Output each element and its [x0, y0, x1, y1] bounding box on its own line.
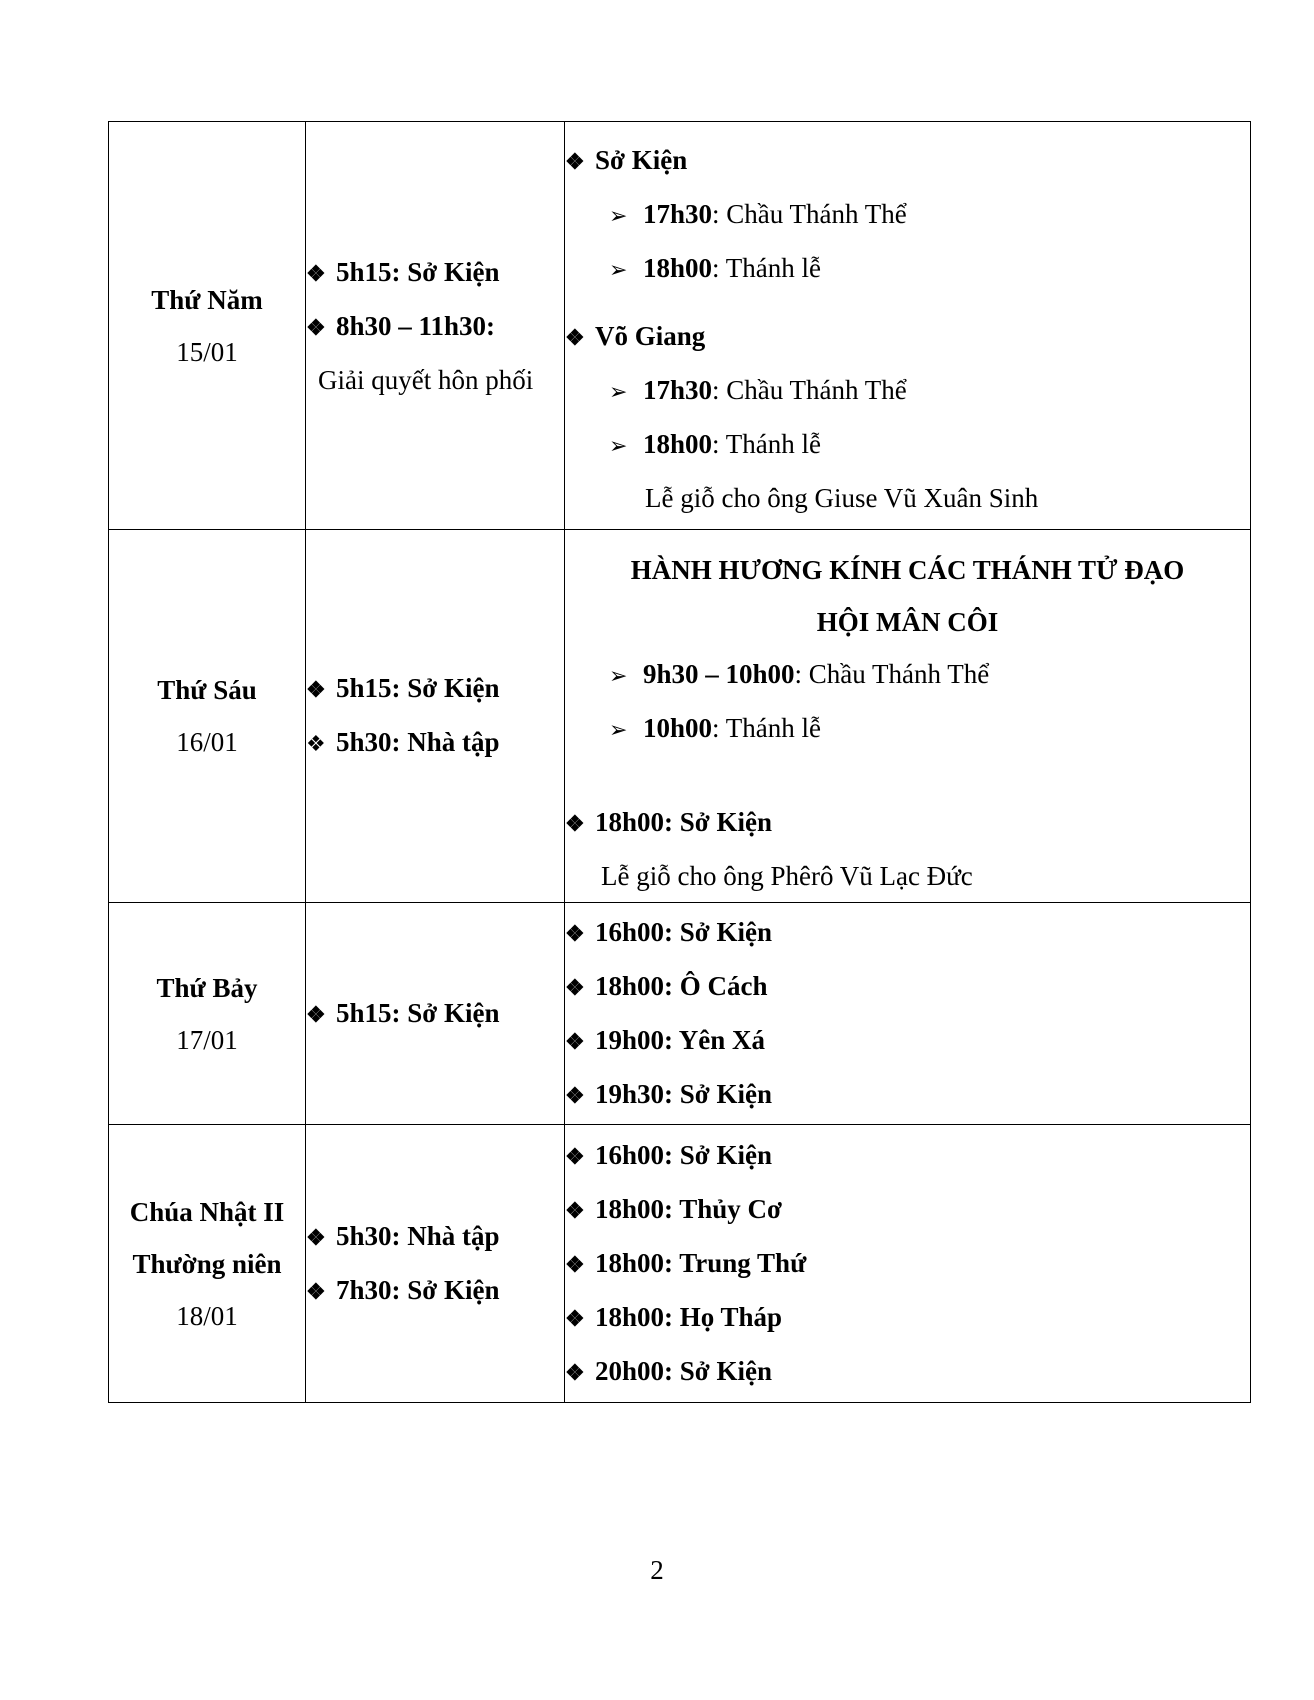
- list-item: ❖ 19h30: Sở Kiện: [565, 1068, 1250, 1122]
- list-item: ➢ 18h00: Thánh lễ: [565, 418, 1250, 472]
- list-item: ➢ 18h00: Thánh lễ: [565, 242, 1250, 296]
- table-row: [109, 122, 1251, 530]
- list-item: ❖ Sở Kiện: [565, 134, 1250, 188]
- evening-cell: [565, 903, 1251, 1125]
- evening-cell: [565, 530, 1251, 903]
- list-item: ❖ 18h00: Ô Cách: [565, 960, 1250, 1014]
- diamond-bullet-icon: ❖: [306, 677, 326, 702]
- day-date: 18/01: [176, 1300, 238, 1331]
- diamond-bullet-icon: ❖: [306, 1278, 326, 1304]
- diamond-bullet-icon: ❖: [565, 1143, 585, 1169]
- day-name: Thường niên: [132, 1248, 282, 1279]
- list-item: ➢ 9h30 – 10h00: Chầu Thánh Thể: [565, 648, 1250, 702]
- event-heading: HÀNH HƯƠNG KÍNH CÁC THÁNH TỬ ĐẠO: [630, 555, 1185, 585]
- diamond-bullet-icon: ❖: [565, 149, 585, 174]
- day-name: Chúa Nhật II: [129, 1196, 285, 1227]
- day-name: Thứ Bảy: [156, 972, 258, 1003]
- day-cell: [109, 122, 306, 530]
- diamond-bullet-icon: ❖: [306, 314, 326, 340]
- day-cell: [109, 903, 306, 1125]
- diamond-bullet-icon: ❖: [565, 811, 585, 836]
- diamond-bullet-icon: ❖: [565, 974, 585, 1000]
- list-item: ❖ 18h00: Trung Thứ: [565, 1237, 1250, 1291]
- list-note: Lễ giỗ cho ông Phêrô Vũ Lạc Đức: [601, 861, 973, 891]
- day-date: 16/01: [176, 727, 238, 757]
- arrow-bullet-icon: ➢: [609, 717, 628, 742]
- list-item: ❖ 20h00: Sở Kiện: [565, 1345, 1250, 1399]
- morning-cell: [306, 122, 565, 530]
- schedule-table: [108, 121, 1251, 1403]
- diamond-bullet-icon: ❖: [306, 731, 326, 756]
- day-cell: [109, 530, 306, 903]
- arrow-bullet-icon: ➢: [609, 379, 628, 404]
- day-date: 17/01: [176, 1024, 238, 1055]
- day-name: Thứ Năm: [151, 284, 263, 315]
- list-item: ❖ 8h30 – 11h30:: [306, 300, 564, 354]
- list-item: ❖ 19h00: Yên Xá: [565, 1014, 1250, 1068]
- diamond-bullet-icon: ❖: [306, 1224, 326, 1250]
- list-item: ❖ 5h15: Sở Kiện: [306, 987, 564, 1041]
- morning-cell: [306, 530, 565, 903]
- diamond-bullet-icon: ❖: [565, 1359, 585, 1385]
- morning-cell: [306, 1125, 565, 1403]
- diamond-bullet-icon: ❖: [565, 920, 585, 946]
- list-item: ➢ 17h30: Chầu Thánh Thể: [565, 364, 1250, 418]
- list-item: ➢ 10h00: Thánh lễ: [565, 702, 1250, 756]
- arrow-bullet-icon: ➢: [609, 663, 628, 688]
- evening-cell: [565, 122, 1251, 530]
- diamond-bullet-icon: ❖: [565, 325, 585, 350]
- list-item: ❖ 16h00: Sở Kiện: [565, 1129, 1250, 1183]
- list-item: ❖ 7h30: Sở Kiện: [306, 1264, 564, 1318]
- list-item: ❖ 16h00: Sở Kiện: [565, 906, 1250, 960]
- arrow-bullet-icon: ➢: [609, 257, 628, 282]
- table-row: [109, 1125, 1251, 1403]
- day-date: 15/01: [176, 336, 238, 367]
- list-item: ❖ 18h00: Họ Tháp: [565, 1291, 1250, 1345]
- diamond-bullet-icon: ❖: [565, 1028, 585, 1054]
- diamond-bullet-icon: ❖: [306, 260, 326, 286]
- table-row: [109, 903, 1251, 1125]
- day-name: Thứ Sáu: [157, 675, 257, 705]
- diamond-bullet-icon: ❖: [565, 1305, 585, 1331]
- list-item: ➢ 17h30: Chầu Thánh Thể: [565, 188, 1250, 242]
- morning-cell: [306, 903, 565, 1125]
- diamond-bullet-icon: ❖: [565, 1197, 585, 1223]
- list-note: Lễ giỗ cho ông Giuse Vũ Xuân Sinh: [645, 483, 1039, 513]
- list-item: ❖ 5h30: Nhà tập: [306, 716, 564, 770]
- list-item: ❖ 18h00: Thủy Cơ: [565, 1183, 1250, 1237]
- list-note: Giải quyết hôn phối: [318, 364, 534, 395]
- diamond-bullet-icon: ❖: [565, 1251, 585, 1277]
- day-cell: [109, 1125, 306, 1403]
- arrow-bullet-icon: ➢: [609, 203, 628, 228]
- page-number: 2: [650, 1555, 664, 1585]
- event-heading: HỘI MÂN CÔI: [816, 607, 999, 637]
- arrow-bullet-icon: ➢: [609, 433, 628, 458]
- list-item: ❖ 5h30: Nhà tập: [306, 1210, 564, 1264]
- diamond-bullet-icon: ❖: [306, 1001, 326, 1027]
- list-item: ❖ Võ Giang: [565, 310, 1250, 364]
- list-item: ❖ 5h15: Sở Kiện: [306, 246, 564, 300]
- evening-cell: [565, 1125, 1251, 1403]
- diamond-bullet-icon: ❖: [565, 1082, 585, 1108]
- table-row: [109, 530, 1251, 903]
- list-item: ❖ 5h15: Sở Kiện: [306, 662, 564, 716]
- list-item: ❖ 18h00: Sở Kiện: [565, 796, 1250, 850]
